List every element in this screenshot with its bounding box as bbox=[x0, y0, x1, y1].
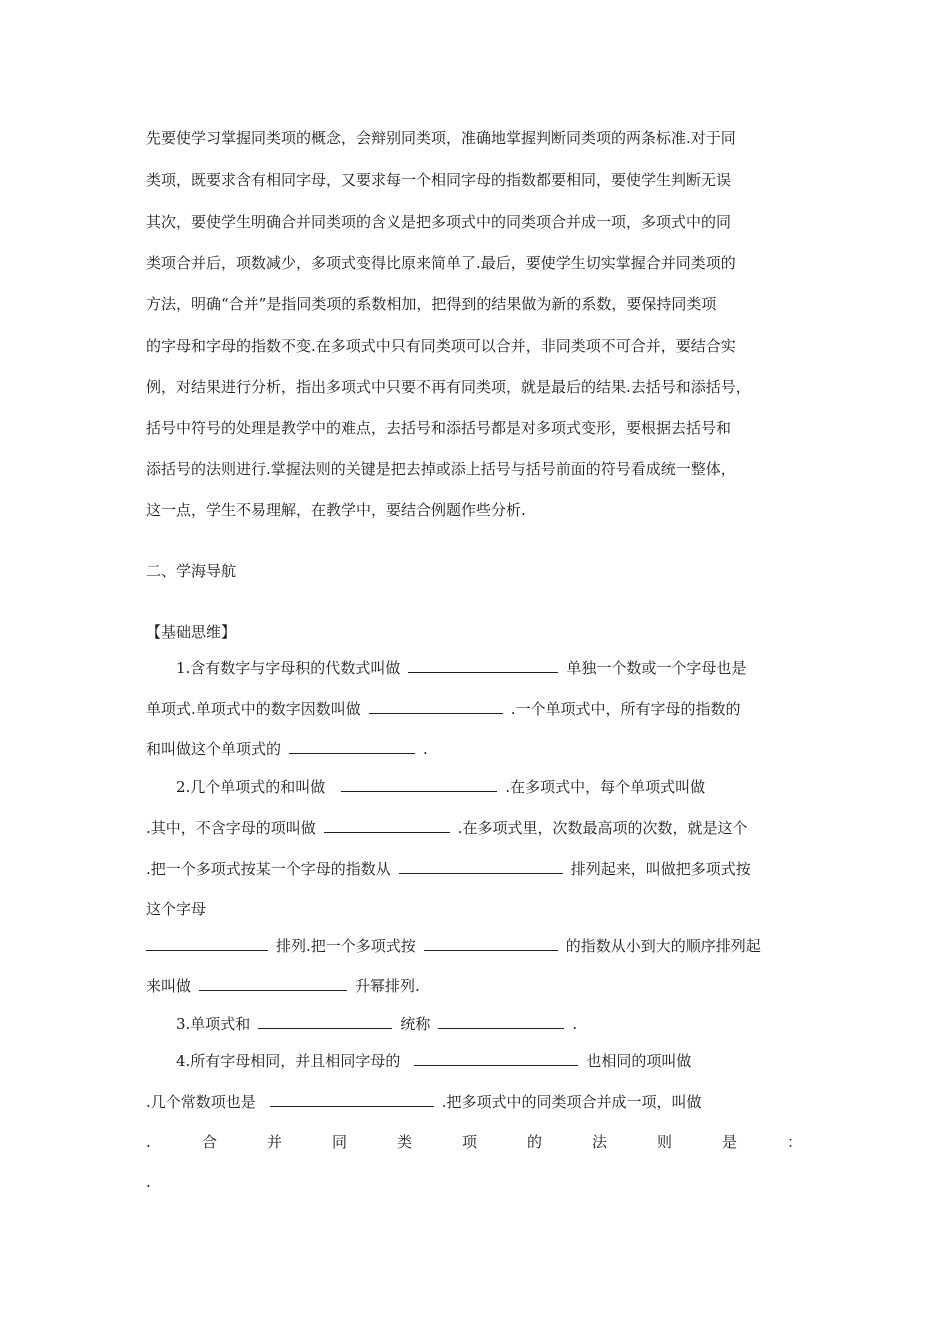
q2-text-i: 的指数从小到大的顺序排列起 bbox=[565, 937, 761, 955]
q2-blank-5[interactable] bbox=[424, 935, 558, 951]
question-1-line-2 bbox=[146, 698, 741, 719]
rule-char: 的 bbox=[527, 1133, 543, 1151]
q4-blank-2[interactable] bbox=[270, 1091, 434, 1107]
q4-text-d: .把多项式中的同类项合并成一项，叫做 bbox=[441, 1093, 702, 1111]
q1-blank-1[interactable] bbox=[408, 657, 558, 673]
paragraph-line: 的字母和字母的指数不变.在多项式中只有同类项可以合并，非同类项不可合并，要结合实 bbox=[146, 337, 736, 355]
paragraph-line: 添括号的法则进行.掌握法则的关键是把去掉或添上括号与括号前面的符号看成统一整体， bbox=[146, 460, 736, 478]
question-4-line-1 bbox=[176, 1050, 691, 1071]
question-2-line-1 bbox=[176, 776, 705, 797]
q2-blank-6[interactable] bbox=[199, 975, 347, 991]
paragraph-line: 其次，要使学生明确合并同类项的含义是把多项式中的同类项合并成一项，多项式中的同 bbox=[146, 213, 732, 231]
q4-text-b: 也相同的项叫做 bbox=[586, 1052, 692, 1070]
rule-char: . bbox=[146, 1133, 151, 1151]
question-2-line-4: 这个字母 bbox=[146, 900, 207, 918]
q2-text-f: 排列起来，叫做把多项式按 bbox=[570, 860, 751, 878]
section-title: 二、学海导航 bbox=[146, 562, 237, 580]
q4-text-c: .几个常数项也是 bbox=[146, 1093, 256, 1111]
rule-char: 同 bbox=[332, 1133, 348, 1151]
question-3-line bbox=[176, 1013, 577, 1034]
question-2-line-5 bbox=[146, 935, 761, 956]
q2-text-c: .其中，不含字母的项叫做 bbox=[146, 819, 316, 837]
q2-text-j: 来叫做 bbox=[146, 977, 192, 995]
q1-text-c: 单项式.单项式中的数字因数叫做 bbox=[146, 700, 361, 718]
question-1-line-1 bbox=[176, 657, 746, 678]
q2-text-k: 升幂排列. bbox=[355, 977, 420, 995]
question-4-line-2 bbox=[146, 1091, 702, 1112]
rule-char: 则 bbox=[657, 1133, 673, 1151]
q1-text-e: 和叫做这个单项式的 bbox=[146, 740, 282, 758]
paragraph-line: 方法，明确“合并”是指同类项的系数相加，把得到的结果做为新的系数，要保持同类项 bbox=[146, 295, 717, 313]
q2-text-d: .在多项式里，次数最高项的次数，就是这个 bbox=[457, 819, 748, 837]
rule-char: 法 bbox=[592, 1133, 608, 1151]
question-2-line-3 bbox=[146, 858, 751, 879]
q3-text-a: 3.单项式和 bbox=[176, 1015, 251, 1033]
q1-text-a: 1.含有数字与字母积的代数式叫做 bbox=[176, 659, 401, 677]
q3-blank-1[interactable] bbox=[258, 1013, 392, 1029]
q2-blank-3[interactable] bbox=[399, 858, 563, 874]
rule-char: 是 bbox=[722, 1133, 738, 1151]
q2-blank-1[interactable] bbox=[341, 776, 497, 792]
rule-char: ： bbox=[787, 1133, 803, 1151]
q4-text-a: 4.所有字母相同，并且相同字母的 bbox=[176, 1052, 401, 1070]
q2-text-e: .把一个多项式按某一个字母的指数从 bbox=[146, 860, 391, 878]
q1-blank-3[interactable] bbox=[289, 738, 415, 754]
q3-blank-2[interactable] bbox=[438, 1013, 564, 1029]
paragraph-line: 类项合并后，项数减少，多项式变得比原来简单了.最后，要使学生切实掌握合并同类项的 bbox=[146, 254, 736, 272]
q1-text-d: .一个单项式中，所有字母的指数的 bbox=[510, 700, 741, 718]
question-1-line-3 bbox=[146, 738, 428, 759]
q2-text-h: 排列.把一个多项式按 bbox=[276, 937, 416, 955]
paragraph-line: 类项，既要求含有相同字母，又要求每一个相同字母的指数都要相同，要使学生判断无误 bbox=[146, 171, 732, 189]
q1-blank-2[interactable] bbox=[369, 698, 503, 714]
q2-text-a: 2.几个单项式的和叫做 bbox=[176, 778, 326, 796]
rule-char: 类 bbox=[397, 1133, 413, 1151]
q2-text-b: .在多项式中，每个单项式叫做 bbox=[505, 778, 706, 796]
question-2-line-2 bbox=[146, 817, 748, 838]
q1-text-f: . bbox=[423, 740, 428, 758]
paragraph-line: 例，对结果进行分析，指出多项式中只要不再有同类项，就是最后的结果.去括号和添括号， bbox=[146, 378, 751, 396]
subsection-title: 【基础思维】 bbox=[146, 623, 237, 641]
q3-text-b: 统称 bbox=[400, 1015, 431, 1033]
q1-text-b: 单独一个数或一个字母也是 bbox=[566, 659, 747, 677]
paragraph-line: 这一点，学生不易理解，在教学中，要结合例题作些分析. bbox=[146, 501, 526, 519]
question-2-line-6 bbox=[146, 975, 420, 996]
paragraph-line: 括号中符号的处理是教学中的难点，去括号和添括号都是对多项式变形，要根据去括号和 bbox=[146, 419, 732, 437]
rule-char: 项 bbox=[462, 1133, 478, 1151]
q2-blank-4[interactable] bbox=[146, 935, 268, 951]
question-4-end: . bbox=[146, 1173, 151, 1191]
paragraph-line: 先要使学习掌握同类项的概念，会辩别同类项，准确地掌握判断同类项的两条标准.对于同 bbox=[146, 129, 736, 147]
rule-char: 并 bbox=[267, 1133, 283, 1151]
rule-char: 合 bbox=[202, 1133, 218, 1151]
q3-text-c: . bbox=[572, 1015, 578, 1033]
q2-blank-2[interactable] bbox=[324, 817, 450, 833]
q4-blank-1[interactable] bbox=[414, 1050, 578, 1066]
